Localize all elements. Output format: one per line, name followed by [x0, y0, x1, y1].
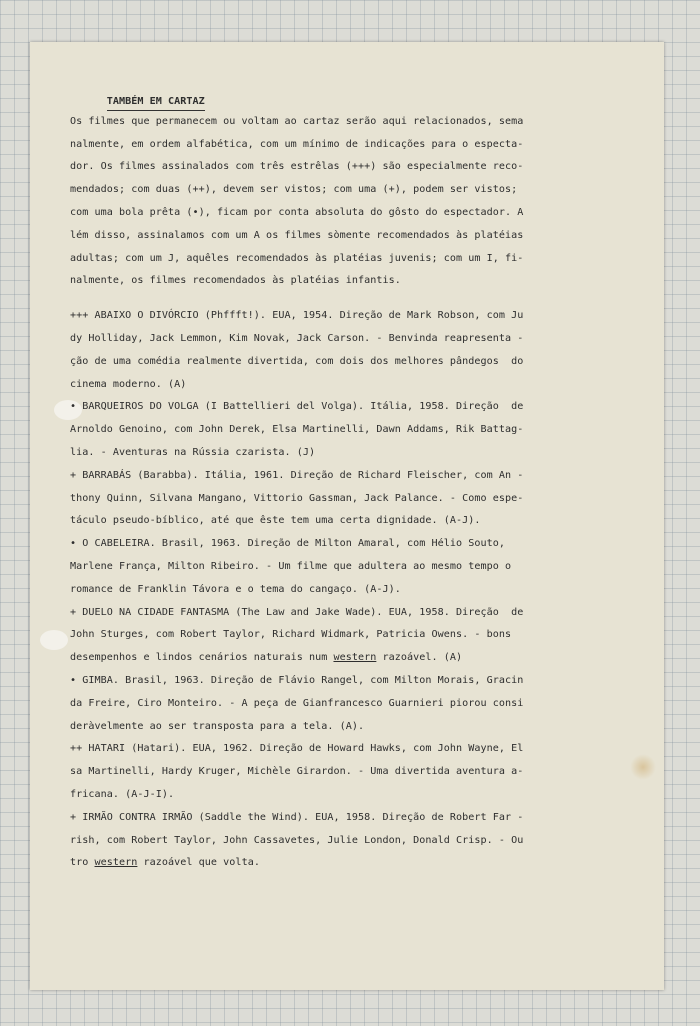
paper-stain	[630, 754, 656, 780]
entry-line: ção de uma comédia realmente divertida, com dois dos melhores pândegos do	[70, 355, 524, 367]
entry-line: +++ ABAIXO O DIVÓRCIO (Phffft!). EUA, 1954. Direção de Mark Robson, com Ju	[70, 310, 524, 322]
intro-line: nalmente, em ordem alfabética, com um mínimo de indicações para o especta-	[70, 138, 524, 150]
entry-line: • O CABELEIRA. Brasil, 1963. Direção de Milton Amaral, com Hélio Souto,	[70, 538, 506, 550]
document-body	[70, 68, 633, 875]
intro-line: mendados; com duas (++), devem ser vistos; com uma (+), podem ser vistos;	[70, 184, 518, 196]
intro-line: dor. Os filmes assinalados com três estrêlas (+++) são especialmente reco-	[70, 161, 524, 173]
film-entry	[70, 396, 633, 464]
entry-line: ++ HATARI (Hatari). EUA, 1962. Direção de Howard Hawks, com John Wayne, El	[70, 743, 524, 755]
entry-line: + IRMÃO CONTRA IRMÃO (Saddle the Wind). EUA, 1958. Direção de Robert Far -	[70, 811, 524, 823]
page-title: TAMBÉM EM CARTAZ	[107, 94, 205, 111]
intro-line: com uma bola prêta (•), ficam por conta absoluta do gôsto do espectador. A	[70, 206, 524, 218]
entry-line: + DUELO NA CIDADE FANTASMA (The Law and Jake Wade). EUA, 1958. Direção de	[70, 606, 524, 618]
entry-line: tro western razoável que volta.	[70, 857, 260, 869]
heading-line	[70, 68, 633, 107]
entry-line: thony Quinn, Silvana Mangano, Vittorio Gassman, Jack Palance. - Como espe-	[70, 492, 524, 504]
intro-line: nalmente, os filmes recomendados às platéias infantis.	[70, 275, 401, 287]
entry-line: Arnoldo Genoino, com John Derek, Elsa Martinelli, Dawn Addams, Rik Battag-	[70, 424, 524, 436]
entry-line: lia. - Aventuras na Rússia czarista. (J)	[70, 446, 316, 458]
entry-line: fricana. (A-J-I).	[70, 788, 175, 800]
paper-tear	[40, 630, 68, 650]
entry-line: desempenhos e lindos cenários naturais num western razoável. (A)	[70, 652, 463, 664]
entry-line: John Sturges, com Robert Taylor, Richard Widmark, Patricia Owens. - bons	[70, 629, 512, 641]
film-entry	[70, 305, 633, 396]
film-entry	[70, 465, 633, 533]
entry-line: rish, com Robert Taylor, John Cassavetes, Julie London, Donald Crisp. - Ou	[70, 834, 524, 846]
film-entry	[70, 670, 633, 738]
film-entry	[70, 807, 633, 875]
entry-line: deràvelmente ao ser transposta para a tela. (A).	[70, 720, 365, 732]
entry-line: • GIMBA. Brasil, 1963. Direção de Flávio Rangel, com Milton Morais, Gracin	[70, 674, 524, 686]
entry-line: dy Holliday, Jack Lemmon, Kim Novak, Jack Carson. - Benvinda reapresenta -	[70, 332, 524, 344]
entry-line: táculo pseudo-bíblico, até que êste tem uma certa dignidade. (A-J).	[70, 515, 481, 527]
film-entry	[70, 602, 633, 670]
intro-line: adultas; com um J, aquêles recomendados às platéias juvenis; com um I, fi-	[70, 252, 524, 264]
intro-line: lém disso, assinalamos com um A os filmes sòmente recomendados às platéias	[70, 229, 524, 241]
typewritten-sheet	[30, 42, 664, 990]
entry-line: + BARRABÁS (Barabba). Itália, 1961. Direção de Richard Fleischer, com An -	[70, 469, 524, 481]
film-entry	[70, 533, 633, 601]
intro-paragraph	[70, 111, 633, 293]
entry-line: da Freire, Ciro Monteiro. - A peça de Gianfrancesco Guarnieri piorou consi	[70, 697, 524, 709]
entry-line: sa Martinelli, Hardy Kruger, Michèle Girardon. - Uma divertida aventura a-	[70, 766, 524, 778]
intro-line: Os filmes que permanecem ou voltam ao cartaz serão aqui relacionados, sema	[70, 115, 524, 127]
entry-line: Marlene França, Milton Ribeiro. - Um filme que adultera ao mesmo tempo o	[70, 560, 512, 572]
film-entry	[70, 738, 633, 806]
entry-line: • BARQUEIROS DO VOLGA (I Battellieri del Volga). Itália, 1958. Direção de	[70, 401, 524, 413]
entry-line: cinema moderno. (A)	[70, 378, 187, 390]
entry-line: romance de Franklin Távora e o tema do cangaço. (A-J).	[70, 583, 401, 595]
